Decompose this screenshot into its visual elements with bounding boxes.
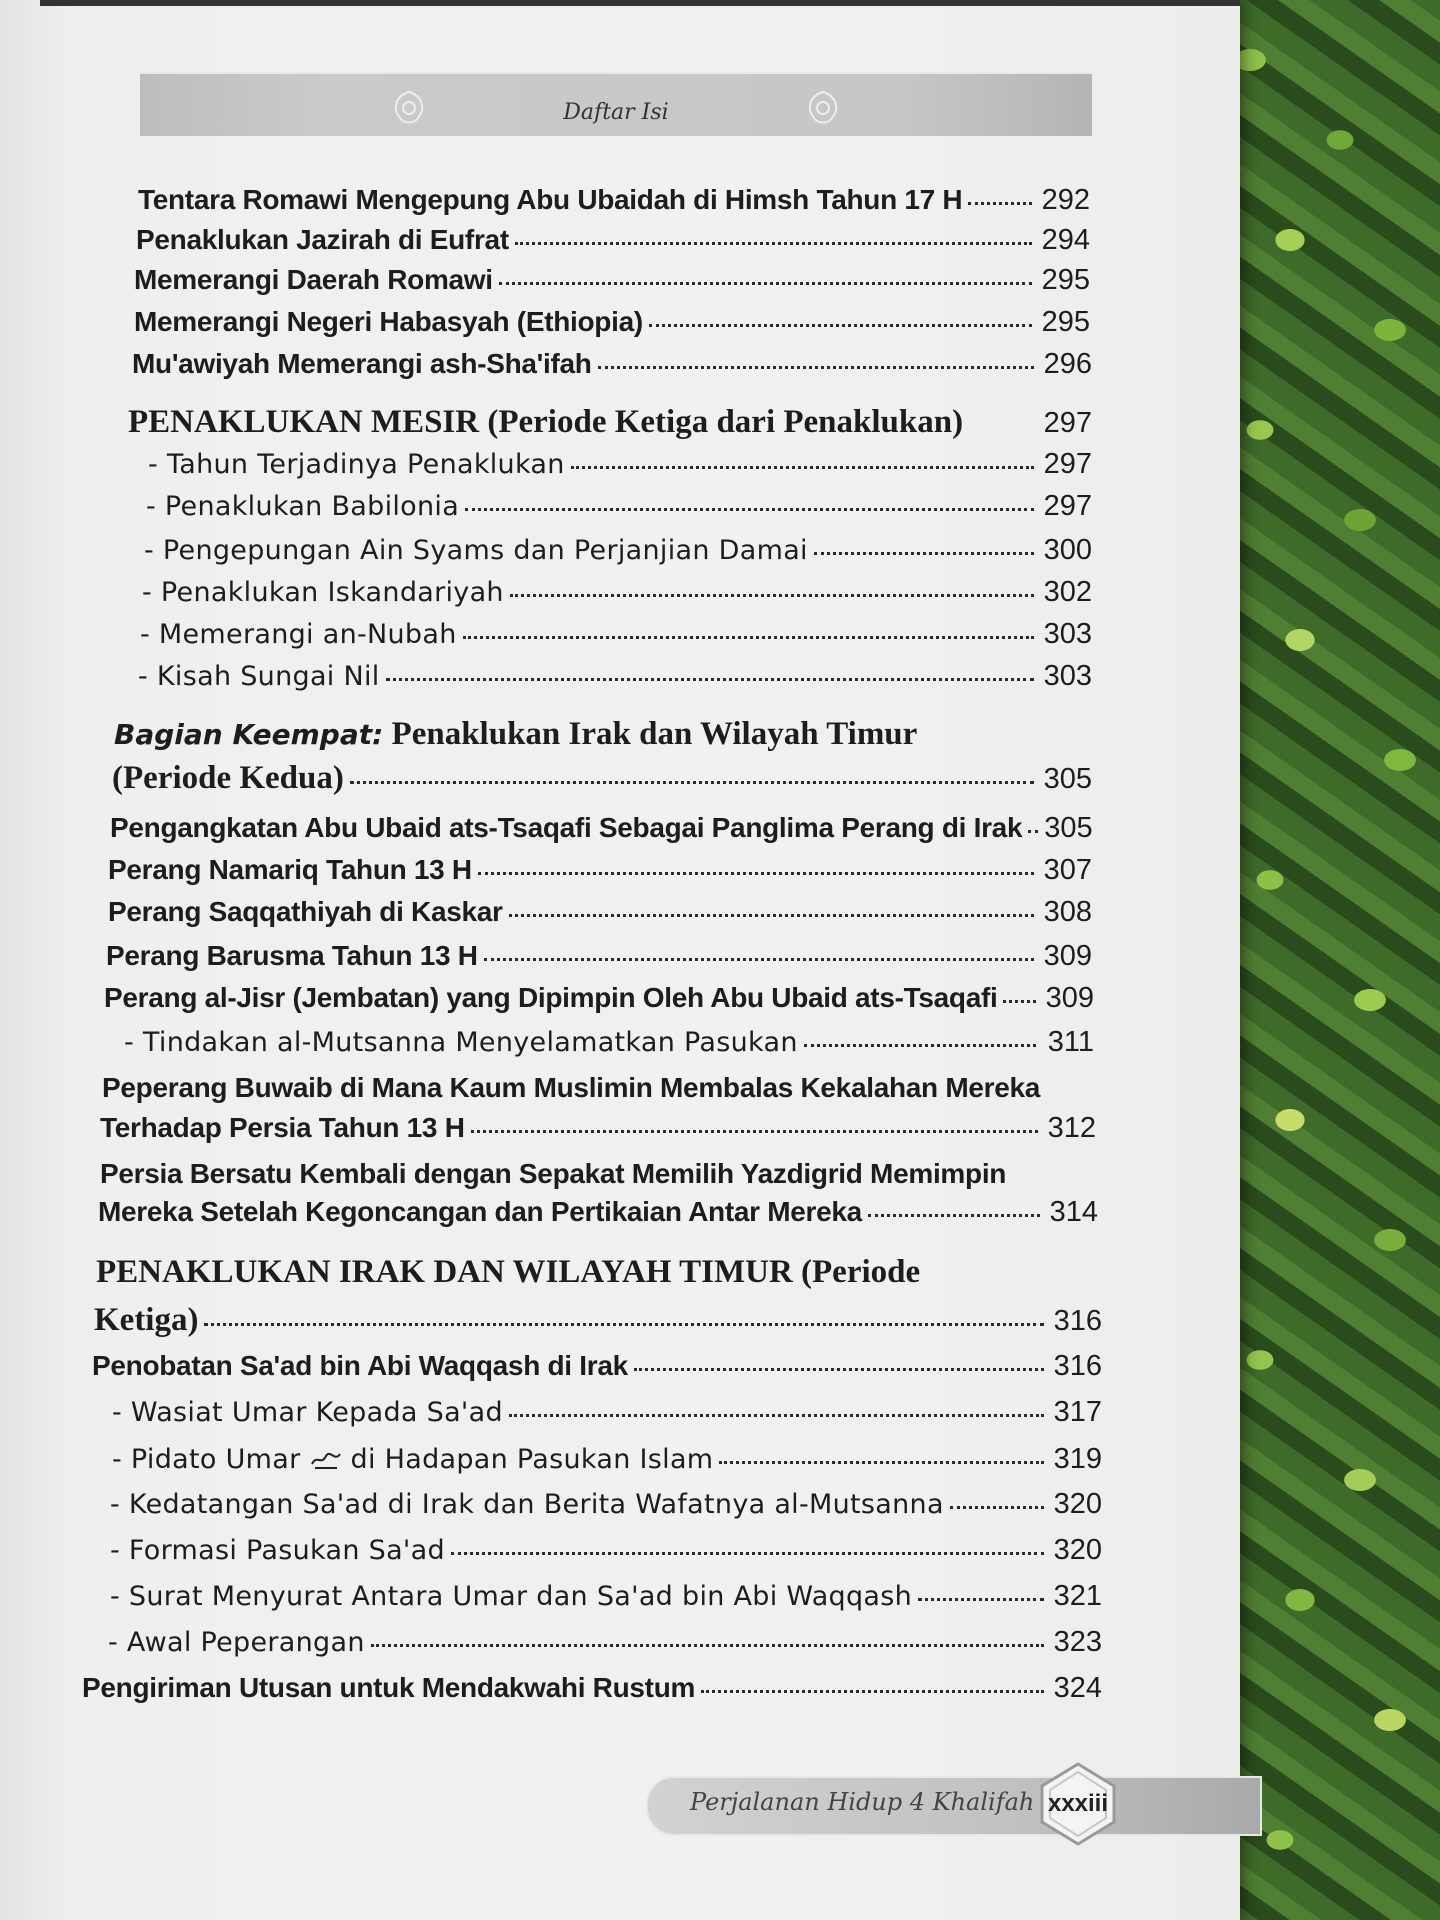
- toc-entry-title: Penaklukan Jazirah di Eufrat: [136, 224, 509, 255]
- leader-dots: [918, 1598, 1044, 1601]
- toc-entry-page: 307: [1043, 854, 1092, 886]
- toc-entry-page: 302: [1043, 576, 1092, 608]
- toc-entry-page: 303: [1043, 618, 1092, 650]
- toc-entry-page: 297: [1043, 407, 1092, 439]
- part-heading-line: [114, 716, 917, 753]
- toc-entry-title: (Periode Kedua): [112, 760, 344, 796]
- toc-entry-title: Mu'awiyah Memerangi ash-Sha'ifah: [132, 348, 592, 379]
- leader-dots: [386, 678, 1034, 681]
- toc-entry-title: - Tahun Terjadinya Penaklukan: [148, 449, 565, 480]
- toc-subentry: [148, 448, 1092, 488]
- toc-entry-page: 305: [1044, 812, 1093, 844]
- page-title: Daftar Isi: [563, 100, 669, 125]
- toc-subentry: [108, 1626, 1102, 1666]
- toc-entry-page: 323: [1053, 1626, 1102, 1658]
- toc-entry-page: 311: [1047, 1026, 1094, 1058]
- toc-entry-line: Peperang Buwaib di Mana Kaum Muslimin Membalas Kekalahan Mereka: [102, 1072, 1041, 1103]
- toc-entry-page: 316: [1053, 1350, 1102, 1382]
- toc-entry: [98, 1196, 1098, 1236]
- toc-entry-title: Perang al-Jisr (Jembatan) yang Dipimpin Oleh Abu Ubaid ats-Tsaqafi: [104, 982, 998, 1013]
- part-title: Penaklukan Irak dan Wilayah Timur: [391, 716, 918, 752]
- toc-subentry: [112, 1396, 1102, 1436]
- toc-entry: [134, 306, 1090, 346]
- toc-entry-page: 292: [1041, 184, 1090, 216]
- toc-entry-title: - Tindakan al-Mutsanna Menyelamatkan Pasukan: [124, 1027, 798, 1058]
- toc-entry: [92, 1350, 1102, 1390]
- leader-dots: [868, 1214, 1040, 1217]
- toc-entry-title: - Formasi Pasukan Sa'ad: [110, 1535, 445, 1566]
- leader-dots: [1028, 830, 1038, 833]
- toc-entry-title: Memerangi Daerah Romawi: [134, 264, 493, 295]
- toc-entry-page: 320: [1053, 1488, 1102, 1520]
- leader-dots: [1003, 1000, 1036, 1003]
- leader-dots: [598, 366, 1034, 369]
- toc-entry-title: Pengangkatan Abu Ubaid ats-Tsaqafi Sebagai Panglima Perang di Irak: [110, 812, 1023, 843]
- toc-entry-page: 312: [1047, 1112, 1096, 1144]
- toc-entry-page: 297: [1043, 448, 1092, 480]
- section-heading-line: PENAKLUKAN IRAK DAN WILAYAH TIMUR (Periode: [96, 1254, 921, 1290]
- toc-subentry: [112, 1442, 1102, 1482]
- leader-dots: [463, 636, 1034, 639]
- toc-entry-page: 320: [1053, 1534, 1102, 1566]
- toc-entry-page: 316: [1053, 1305, 1102, 1337]
- toc-entry-page: 309: [1045, 982, 1094, 1014]
- background-foliage: [1220, 0, 1440, 1920]
- toc-subentry: [140, 618, 1092, 658]
- toc-entry-title: - Pidato Umar: [112, 1444, 301, 1475]
- toc-entry-title: Tentara Romawi Mengepung Abu Ubaidah di Himsh Tahun 17 H: [138, 184, 963, 215]
- toc-entry-page: 294: [1041, 224, 1090, 256]
- leader-dots: [371, 1644, 1044, 1647]
- toc-entry: [108, 896, 1092, 936]
- toc-entry-title-cont: di Hadapan Pasukan Islam: [350, 1444, 714, 1475]
- toc-entry: [106, 940, 1092, 980]
- toc-entry-page: 314: [1049, 1196, 1098, 1228]
- toc-entry: [108, 854, 1092, 894]
- toc-entry-title: Memerangi Negeri Habasyah (Ethiopia): [134, 306, 643, 337]
- leader-dots: [515, 242, 1032, 245]
- leader-dots: [509, 1414, 1044, 1417]
- leader-dots: [649, 324, 1032, 327]
- toc-subentry: [138, 660, 1092, 700]
- toc-entry-title: - Penaklukan Iskandariyah: [142, 577, 504, 608]
- leader-dots: [571, 466, 1034, 469]
- toc-entry: [132, 348, 1092, 388]
- ornament-right-icon: [800, 88, 846, 128]
- toc-entry-title: - Memerangi an-Nubah: [140, 619, 457, 650]
- leader-dots: [465, 508, 1034, 511]
- toc-entry-page: 321: [1053, 1580, 1102, 1612]
- toc-entry-page: 305: [1043, 763, 1092, 795]
- leader-dots: [350, 781, 1034, 784]
- toc-entry-title: - Kedatangan Sa'ad di Irak dan Berita Wafatnya al-Mutsanna: [110, 1489, 944, 1520]
- toc-entry-title: Terhadap Persia Tahun 13 H: [100, 1112, 465, 1143]
- toc-entry: [112, 760, 1092, 800]
- toc-entry: [110, 812, 1092, 852]
- toc-entry-page: 309: [1043, 940, 1092, 972]
- toc-entry-title: Perang Namariq Tahun 13 H: [108, 854, 472, 885]
- header-band: [140, 72, 1092, 136]
- leader-dots: [814, 552, 1034, 555]
- toc-entry-page: 297: [1043, 490, 1092, 522]
- toc-entry-title: Mereka Setelah Kegoncangan dan Pertikaian Antar Mereka: [98, 1196, 862, 1227]
- leader-dots: [968, 202, 1032, 205]
- book-title: Perjalanan Hidup 4 Khalifah: [690, 1788, 1035, 1816]
- toc-entry-line: Persia Bersatu Kembali dengan Sepakat Memilih Yazdigrid Memimpin: [100, 1158, 1007, 1189]
- part-label: Bagian Keempat:: [114, 718, 384, 751]
- leader-dots: [499, 282, 1032, 285]
- toc-entry-title: PENAKLUKAN MESIR (Periode Ketiga dari Penaklukan): [128, 404, 964, 440]
- toc-entry-title: - Penaklukan Babilonia: [146, 491, 460, 522]
- leader-dots: [471, 1130, 1038, 1133]
- leader-dots: [804, 1044, 1036, 1047]
- toc-entry-title: - Wasiat Umar Kepada Sa'ad: [112, 1397, 503, 1428]
- leader-dots: [719, 1461, 1044, 1464]
- toc-subentry: [110, 1580, 1102, 1620]
- page-top-edge: [40, 0, 1240, 6]
- toc-entry-page: 295: [1041, 306, 1090, 338]
- leader-dots: [204, 1323, 1044, 1326]
- toc-subentry: [142, 576, 1092, 616]
- toc-entry-page: 317: [1053, 1396, 1102, 1428]
- toc-entry-title: Penobatan Sa'ad bin Abi Waqqash di Irak: [92, 1350, 628, 1381]
- toc-section-heading: [94, 1302, 1102, 1342]
- toc-entry-title: Perang Barusma Tahun 13 H: [106, 940, 478, 971]
- leader-dots: [484, 958, 1034, 961]
- toc-section-heading: [128, 404, 1092, 444]
- toc-entry: [136, 224, 1090, 264]
- leader-dots: [509, 914, 1034, 917]
- leader-dots: [950, 1506, 1044, 1509]
- leader-dots: [478, 872, 1034, 875]
- leader-dots: [634, 1368, 1044, 1371]
- toc-subentry: [110, 1534, 1102, 1574]
- toc-entry: [100, 1112, 1096, 1152]
- toc-entry-page: 300: [1043, 534, 1092, 566]
- leader-dots: [451, 1552, 1044, 1555]
- toc-entry-page: 295: [1041, 264, 1090, 296]
- toc-subentry: [146, 490, 1092, 530]
- toc-entry-title: Pengiriman Utusan untuk Mendakwahi Rustum: [82, 1672, 696, 1703]
- leader-dots: [510, 594, 1034, 597]
- toc-entry-page: 296: [1043, 348, 1092, 380]
- toc-entry-page: 303: [1043, 660, 1092, 692]
- toc-subentry: [144, 534, 1092, 574]
- toc-entry-page: 308: [1043, 896, 1092, 928]
- toc-entry-title: - Pengepungan Ain Syams dan Perjanjian Damai: [144, 535, 808, 566]
- toc-entry-title: - Surat Menyurat Antara Umar dan Sa'ad bin Abi Waqqash: [110, 1581, 913, 1612]
- page-number: xxxiii: [1047, 1790, 1109, 1817]
- toc-entry-page: 324: [1053, 1672, 1102, 1704]
- toc-entry: [82, 1672, 1102, 1712]
- toc-entry: [134, 264, 1090, 304]
- honorific-calligraphy-icon: [309, 1446, 343, 1472]
- toc-subentry: [110, 1488, 1102, 1528]
- toc-entry: [104, 982, 1094, 1022]
- toc-entry-page: 319: [1053, 1443, 1102, 1475]
- toc-entry-title: - Kisah Sungai Nil: [138, 661, 380, 692]
- toc-entry-title: Perang Saqqathiyah di Kaskar: [108, 896, 503, 927]
- toc-entry: [138, 184, 1090, 224]
- footer-band: [646, 1776, 1262, 1836]
- toc-entry-title: Ketiga): [94, 1302, 199, 1338]
- toc-entry-title: - Awal Peperangan: [108, 1627, 365, 1658]
- toc-subentry: [124, 1026, 1094, 1066]
- leader-dots: [701, 1690, 1044, 1693]
